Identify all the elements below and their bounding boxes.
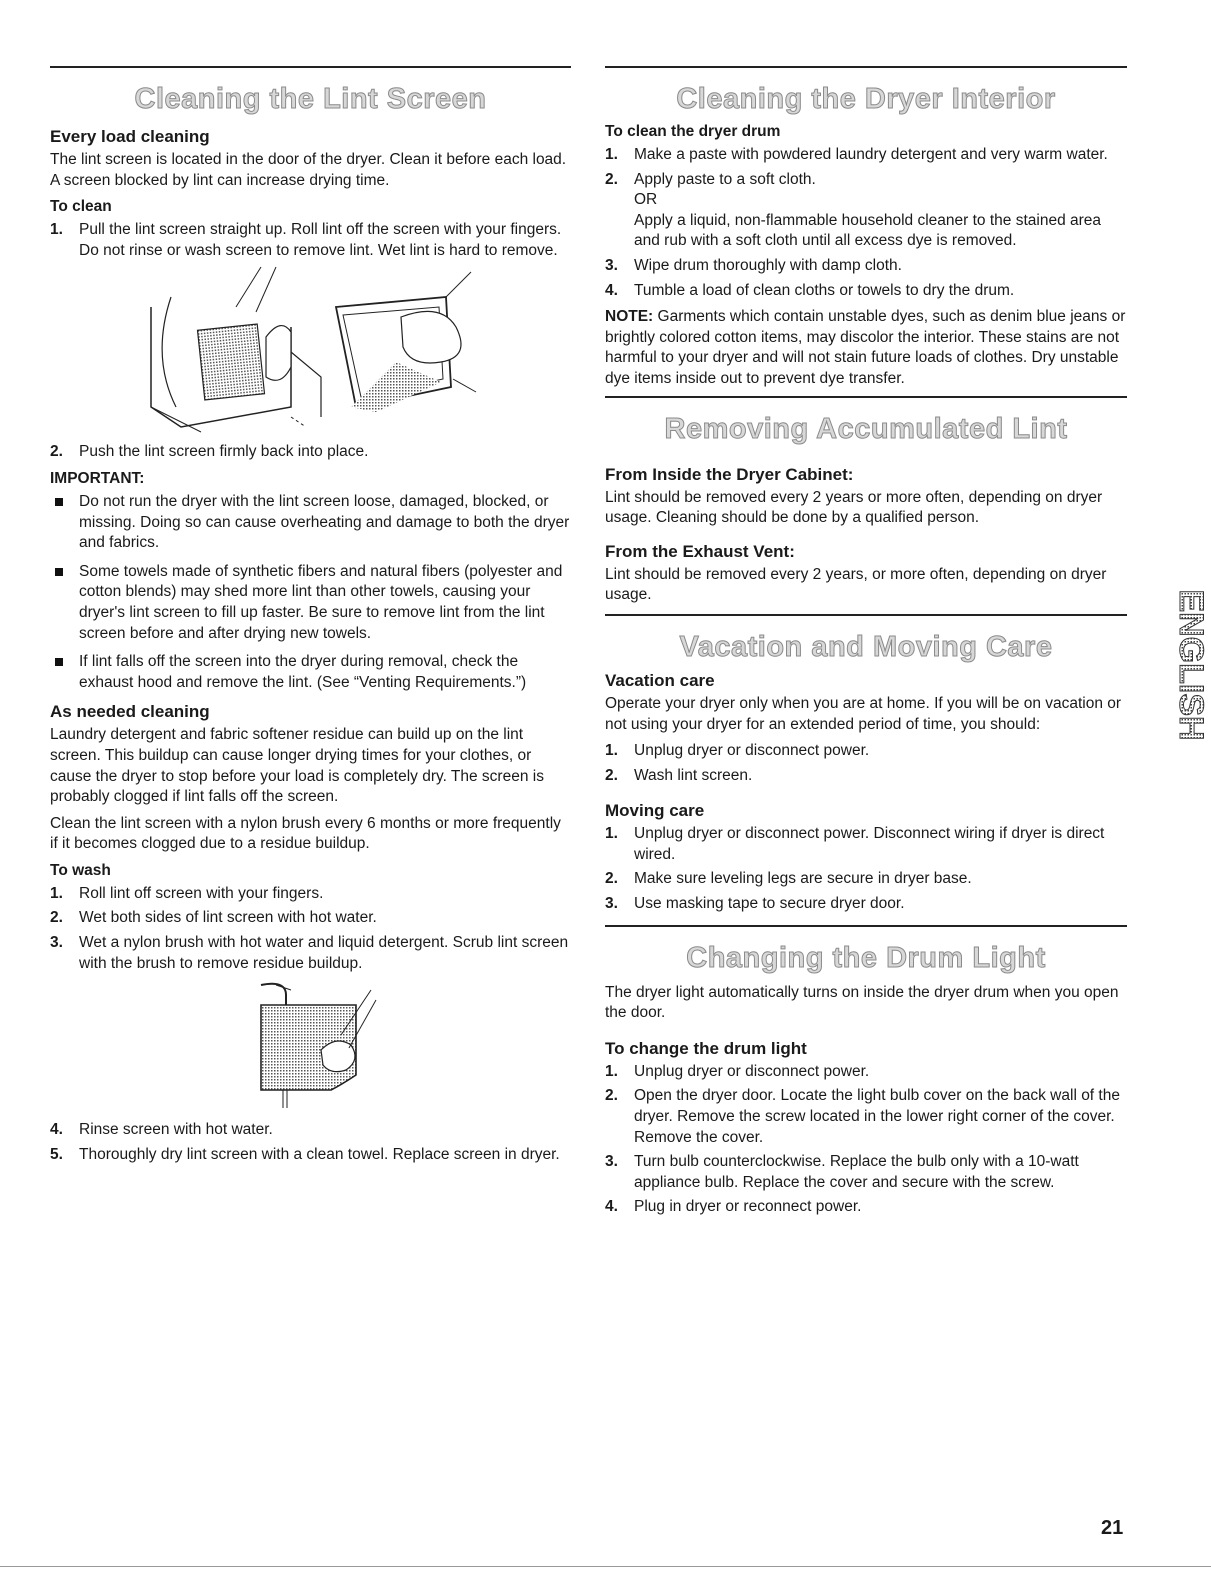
page-bottom-rule (0, 1566, 1211, 1567)
list-item: 2. Open the dryer door. Locate the light bulb cover on the back wall of the dryer. Remove the screw located in the lower right corner of the cover. Remove the cover. (605, 1087, 1120, 1146)
section-title-drum-light: Changing the Drum Light (686, 941, 1046, 974)
list-item: 1. Pull the lint screen straight up. Roll lint off the screen with your fingers. Do not rinse or wash screen to remove lint. Wet lint is hard to remove. (50, 221, 562, 259)
lint-screen-washing-illustration (241, 980, 381, 1110)
cabinet-text: Lint should be removed every 2 years or more often, depending on dryer usage. Cleaning should be done by a qualified person. (605, 488, 1103, 527)
clean-drum-steps (605, 145, 1127, 301)
to-wash-steps-b (50, 1120, 571, 1165)
vacation-steps (605, 741, 1127, 786)
list-item: 1. Unplug dryer or disconnect power. Disconnect wiring if dryer is direct wired. (605, 825, 1105, 863)
vacation-text: Operate your dryer only when you are at home. If you will be on vacation or not using your dryer for an extended period of time, you should: (605, 694, 1122, 733)
list-item: 1. Unplug dryer or disconnect power. (605, 742, 870, 760)
list-item: If lint falls off the screen into the dryer during removal, check the exhaust hood and remove the lint. (See “Venting Requirements.”) (50, 652, 571, 693)
list-item: Some towels made of synthetic fibers and natural fibers (polyester and cotton blends) may shed more lint than other towels, causing your dryer's lint screen to fill up faster. Be sure to remove lint from the lint screen before and after drying new towels. (50, 562, 571, 644)
important-heading: IMPORTANT: (50, 469, 145, 487)
list-item: 2. Wash lint screen. (605, 766, 753, 784)
list-item: 2. Apply paste to a soft cloth. OR Apply a liquid, non-flammable household cleaner to the stained area and rub with a soft cloth until all excess dye is removed. (605, 170, 1102, 250)
language-side-tab (1152, 565, 1210, 765)
left-column (50, 66, 571, 1171)
every-load-heading: Every load cleaning (50, 127, 210, 146)
to-wash-heading: To wash (50, 861, 111, 879)
list-item: 2. Make sure leveling legs are secure in dryer base. (605, 870, 972, 888)
list-item: 2. Push the lint screen firmly back into place. (50, 443, 369, 461)
as-needed-paragraph-1: Laundry detergent and fabric softener residue can build up on the lint screen. This buildup can cause longer drying times for your clothes, or cause the dryer to stop before your load is completely dry. The screen is probably clogged if lint falls off the screen. (50, 726, 544, 806)
list-item: 1. Roll lint off screen with your fingers. (50, 884, 324, 902)
list-item: 4. Tumble a load of clean cloths or towels to dry the drum. (605, 281, 1015, 299)
exhaust-vent-heading: From the Exhaust Vent: (605, 541, 795, 561)
right-column (605, 66, 1127, 1224)
list-item: 3. Turn bulb counterclockwise. Replace the bulb only with a 10-watt appliance bulb. Replace the cover and secure with the screw. (605, 1153, 1079, 1191)
clean-drum-heading: To clean the dryer drum (605, 123, 781, 140)
list-item: Do not run the dryer with the lint screen loose, damaged, blocked, or missing. Doing so can cause overheating and damage to both the dryer and fabrics. (50, 492, 571, 554)
list-item: 1. Make a paste with powdered laundry detergent and very warm water. (605, 146, 1108, 163)
every-load-intro: The lint screen is located in the door of the dryer. Clean it before each load. A screen blocked by lint can increase drying time. (50, 151, 567, 189)
side-tab-label: ENGLISH (1172, 589, 1210, 741)
cabinet-heading: From Inside the Dryer Cabinet: (605, 464, 854, 484)
to-clean-steps-b (50, 442, 571, 463)
exhaust-vent-text: Lint should be removed every 2 years, or more often, depending on dryer usage. (605, 565, 1107, 604)
list-item: 3. Wipe drum thoroughly with damp cloth. (605, 256, 902, 274)
section-title-dryer-interior: Cleaning the Dryer Interior (676, 83, 1056, 115)
to-clean-heading: To clean (50, 198, 112, 216)
list-item: 1. Unplug dryer or disconnect power. (605, 1062, 870, 1080)
change-drum-light-heading: To change the drum light (605, 1038, 807, 1058)
section-divider (605, 66, 1127, 68)
as-needed-paragraph-2: Clean the lint screen with a nylon brush every 6 months or more frequently if it becomes clogged due to a residue buildup. (50, 814, 561, 853)
as-needed-heading: As needed cleaning (50, 702, 210, 722)
lint-screen-removal-illustration (141, 267, 481, 432)
important-bullets (50, 492, 571, 693)
section-divider (605, 396, 1127, 398)
list-item: 3. Use masking tape to secure dryer door. (605, 895, 905, 913)
page-number: 21 (1101, 1517, 1124, 1539)
list-item: 4. Plug in dryer or reconnect power. (605, 1198, 862, 1216)
dye-note: NOTE: Garments which contain unstable dyes, such as denim blue jeans or brightly colored cotton items, may discolor the interior. These stains are not harmful to your dryer and will not stain future loads of clothes. Dry unstable dye items inside out to prevent dye transfer. (605, 308, 1126, 387)
moving-steps (605, 824, 1127, 914)
list-item: 3. Wet a nylon brush with hot water and liquid detergent. Scrub lint screen with the brush to remove residue buildup. (50, 934, 569, 972)
drum-light-intro: The dryer light automatically turns on inside the dryer drum when you open the door. (605, 983, 1119, 1022)
drum-light-steps (605, 1062, 1127, 1218)
to-wash-steps-a (50, 884, 571, 974)
vacation-heading: Vacation care (605, 670, 715, 690)
section-title-vacation-moving: Vacation and Moving Care (679, 630, 1053, 663)
section-divider (50, 66, 571, 68)
moving-heading: Moving care (605, 801, 705, 821)
list-item: 5. Thoroughly dry lint screen with a clean towel. Replace screen in dryer. (50, 1145, 560, 1163)
section-divider (605, 925, 1127, 927)
section-title-accumulated-lint: Removing Accumulated Lint (664, 412, 1068, 445)
list-item: 4. Rinse screen with hot water. (50, 1121, 273, 1139)
section-divider (605, 614, 1127, 616)
to-clean-steps-a (50, 220, 571, 261)
list-item: 2. Wet both sides of lint screen with hot water. (50, 909, 377, 927)
section-title-lint-screen: Cleaning the Lint Screen (134, 83, 487, 115)
